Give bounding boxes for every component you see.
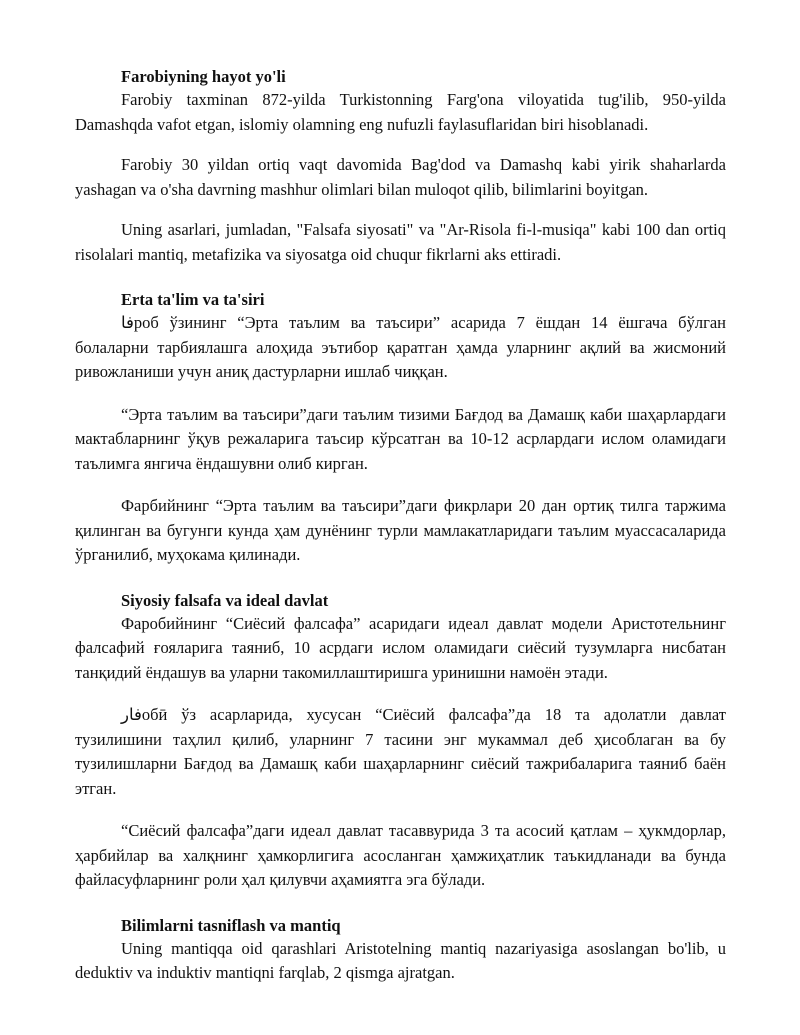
document-page [75,66,726,986]
paragraph: Фарбийнинг “Эрта таълим ва таъсири”даги фикрлари 20 дан ортиқ тилга таржима қилинган ва бугунги кунда ҳам дунёнинг турли мамлакатларидаги таълим муассасаларида ўрганилиб, муҳокама қилинади. [75,496,726,564]
paragraph: Farobiy 30 yildan ortiq vaqt davomida Bag'dod va Damashq kabi yirik shaharlarda yashagan va o'sha davrning mashhur olimlari bilan muloqot qilib, bilimlarini boyitgan. [75,155,726,199]
section-heading-logic: Bilimlarni tasniflash va mantiq [121,915,341,935]
paragraph: فارобӣ ўз асарларида, хусусан “Сиёсий фалсафа”да 18 та адолатли давлат тузилишини таҳлил қилиб, уларнинг 7 тасини энг мукаммал деб ҳисоблаган ва бу тузилишларни Бағдод ва Дамашқ каби шаҳарларнинг сиёсий тажрибаларига таяниб баён этган. [75,705,726,798]
paragraph: “Сиёсий фалсафа”даги идеал давлат тасаввурида 3 та асосий қатлам – ҳукмдорлар, ҳарбийлар ва халқнинг ҳамкорлигига асосланган ҳамжиҳатлик таъкидланади ва бунда файласуфларнинг роли ҳал қилувчи аҳамиятга эга бўлади. [75,821,726,889]
paragraph: Фаробийнинг “Сиёсий фалсафа” асаридаги идеал давлат модели Аристотельнинг фалсафий ғояларига таяниб, 10 асрдаги ислом оламидаги сиёсий тузумларга нисбатан танқидий ёндашув ва уларни такомиллаштиришга уринишни намоён этади. [75,613,726,682]
paragraph: Uning asarlari, jumladan, "Falsafa siyosati" va "Ar-Risola fi-l-musiqa" kabi 100 dan ortiq risolalari mantiq, metafizika va siyosatga oid chuqur fikrlarni aks ettiradi. [75,220,726,264]
section-heading-education: Erta ta'lim va ta'siri [121,290,265,309]
paragraph: Uning mantiqqa oid qarashlari Aristotelning mantiq nazariyasiga asoslangan bo'lib, u deduktiv va induktiv mantiqni farqlab, 2 qismga ajratgan. [75,938,726,982]
paragraph: Farobiy taxminan 872-yilda Turkistonning Farg'ona viloyatida tug'ilib, 950-yilda Damashqda vafot etgan, islomiy olamning eng nufuzli faylasuflaridan biri hisoblanadi. [75,90,726,134]
section-heading-politics: Siyosiy falsafa va ideal davlat [121,590,329,610]
section-heading-life: Farobiyning hayot yo'li [121,67,286,86]
paragraph: فاроб ўзининг “Эрта таълим ва таъсири” асарида 7 ёшдан 14 ёшгача бўлган болаларни тарбиялашга алоҳида эътибор қаратган ҳамда уларнинг ақлий ва жисмоний ривожланиши учун аниқ дастурларни ишлаб чиққан. [75,313,726,381]
paragraph: “Эрта таълим ва таъсири”даги таълим тизими Бағдод ва Дамашқ каби шаҳарлардаги мактабларнинг ўқув режаларига таъсир кўрсатган ва 10-12 асрлардаги ислом оламидаги таълимга янгича ёндашувни олиб кирган. [75,404,726,473]
